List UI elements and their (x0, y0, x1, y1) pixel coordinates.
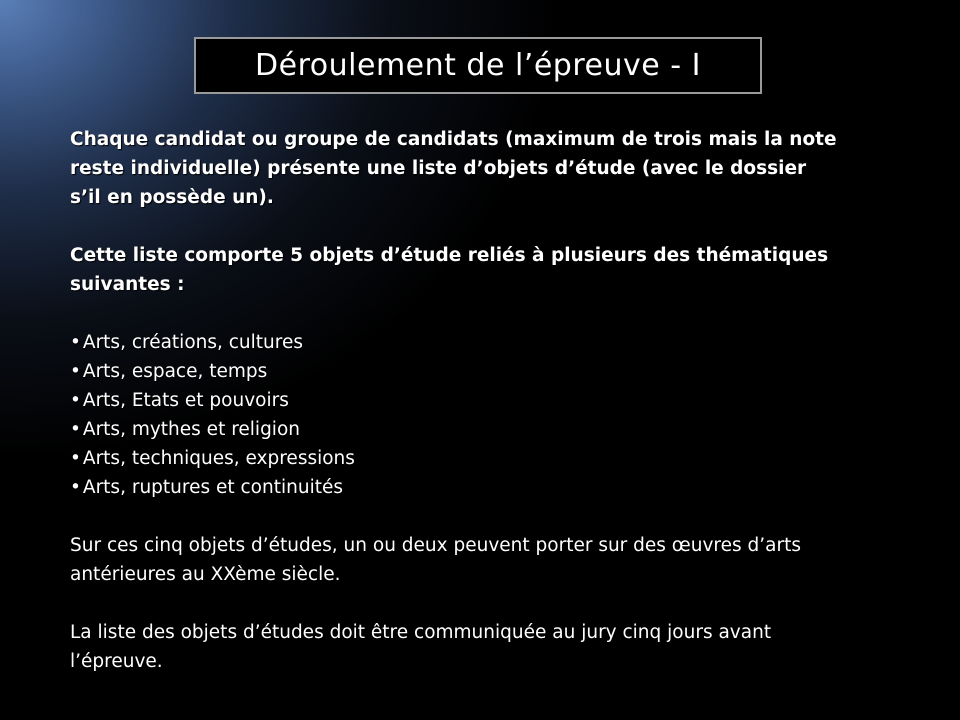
themes-list (70, 328, 840, 502)
theme-item (70, 386, 840, 415)
theme-item (70, 444, 840, 473)
bullet-icon: • (70, 448, 81, 469)
theme-label: Arts, Etats et pouvoirs (82, 390, 289, 411)
theme-label: Arts, espace, temps (82, 361, 268, 382)
theme-label: Arts, techniques, expressions (82, 448, 355, 469)
theme-item (70, 415, 840, 444)
theme-label: Arts, mythes et religion (82, 419, 300, 440)
bullet-icon: • (70, 332, 81, 353)
slide-title: Déroulement de l’épreuve - I (255, 48, 701, 83)
bullet-icon: • (70, 419, 81, 440)
deadline-note-paragraph: La liste des objets d’études doit être communiquée au jury cinq jours avant l’épreuve. (70, 622, 772, 672)
works-note-paragraph: Sur ces cinq objets d’études, un ou deux peuvent porter sur des œuvres d’arts antérieures au XXème siècle. (70, 535, 801, 585)
bullet-icon: • (70, 361, 81, 382)
theme-item (70, 357, 840, 386)
theme-label: Arts, ruptures et continuités (82, 477, 343, 498)
theme-item (70, 328, 840, 357)
bullet-icon: • (70, 390, 81, 411)
theme-label: Arts, créations, cultures (82, 332, 303, 353)
intro-paragraph: Chaque candidat ou groupe de candidats (maximum de trois mais la note reste individuelle) présente une liste d’objets d’étude (avec le dossier s’il en possède un). (70, 129, 837, 208)
bullet-icon: • (70, 477, 81, 498)
slide-title-box (194, 37, 762, 94)
slide-body (70, 125, 840, 705)
list-intro-paragraph: Cette liste comporte 5 objets d’étude reliés à plusieurs des thématiques suivantes : (70, 245, 829, 295)
theme-item (70, 473, 840, 502)
